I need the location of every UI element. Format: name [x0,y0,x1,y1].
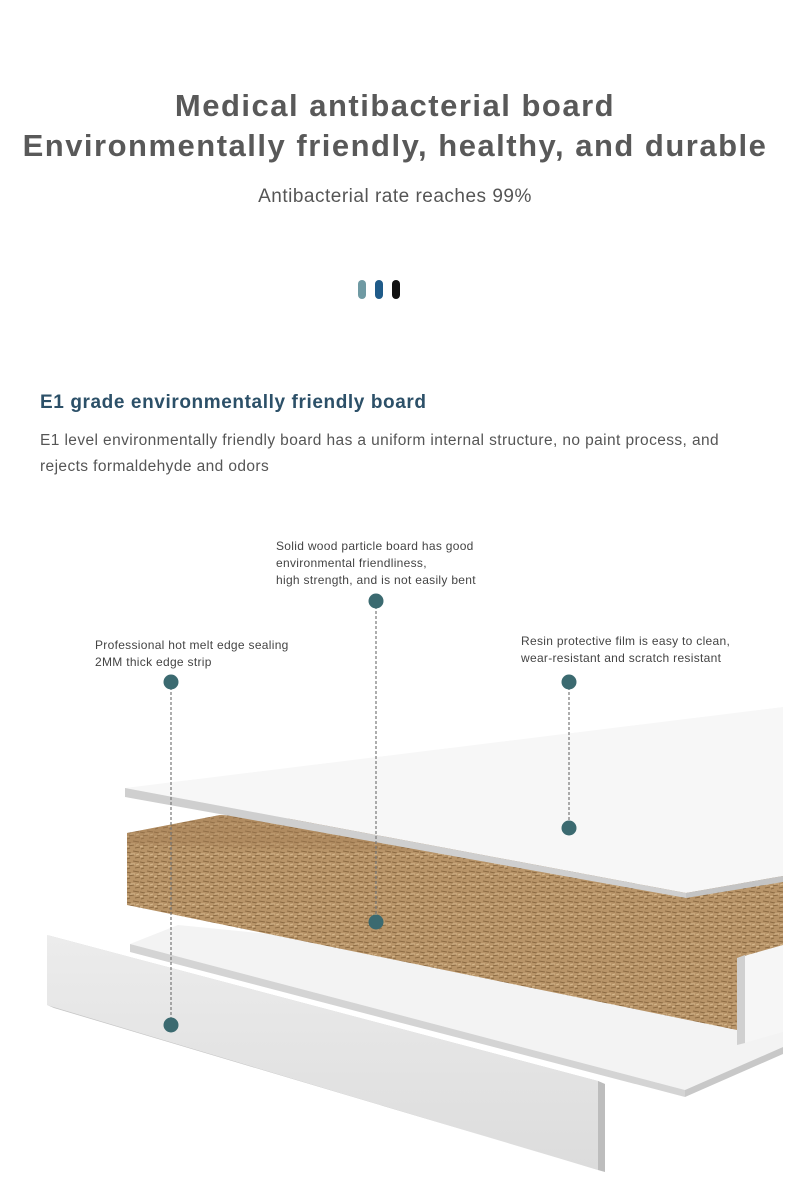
section-heading: E1 grade environmentally friendly board [40,392,427,413]
title-line-1: Medical antibacterial board [174,88,616,123]
section-description: E1 level environmentally friendly board has a uniform internal structure, no paint process, and rejects formaldehyde and odors [40,432,720,475]
marker-edge-top [164,675,179,690]
title-line-2: Environmentally friendly, healthy, and durable [22,128,768,163]
subtitle: Antibacterial rate reaches 99% [258,186,532,207]
marker-film-bottom [562,821,577,836]
marker-film-top [562,675,577,690]
right-edge-strip [737,945,783,1045]
callout-resin-film: Resin protective film is easy to clean, wear-resistant and scratch resistant [521,634,731,665]
marker-edge-bottom [164,1018,179,1033]
marker-wood-bottom [369,915,384,930]
marker-wood-top [369,594,384,609]
callout-particle-board: Solid wood particle board has good environmental friendliness, high strength, and is not easily bent [276,539,476,587]
callout-edge-sealing: Professional hot melt edge sealing 2MM thick edge strip [95,638,289,669]
